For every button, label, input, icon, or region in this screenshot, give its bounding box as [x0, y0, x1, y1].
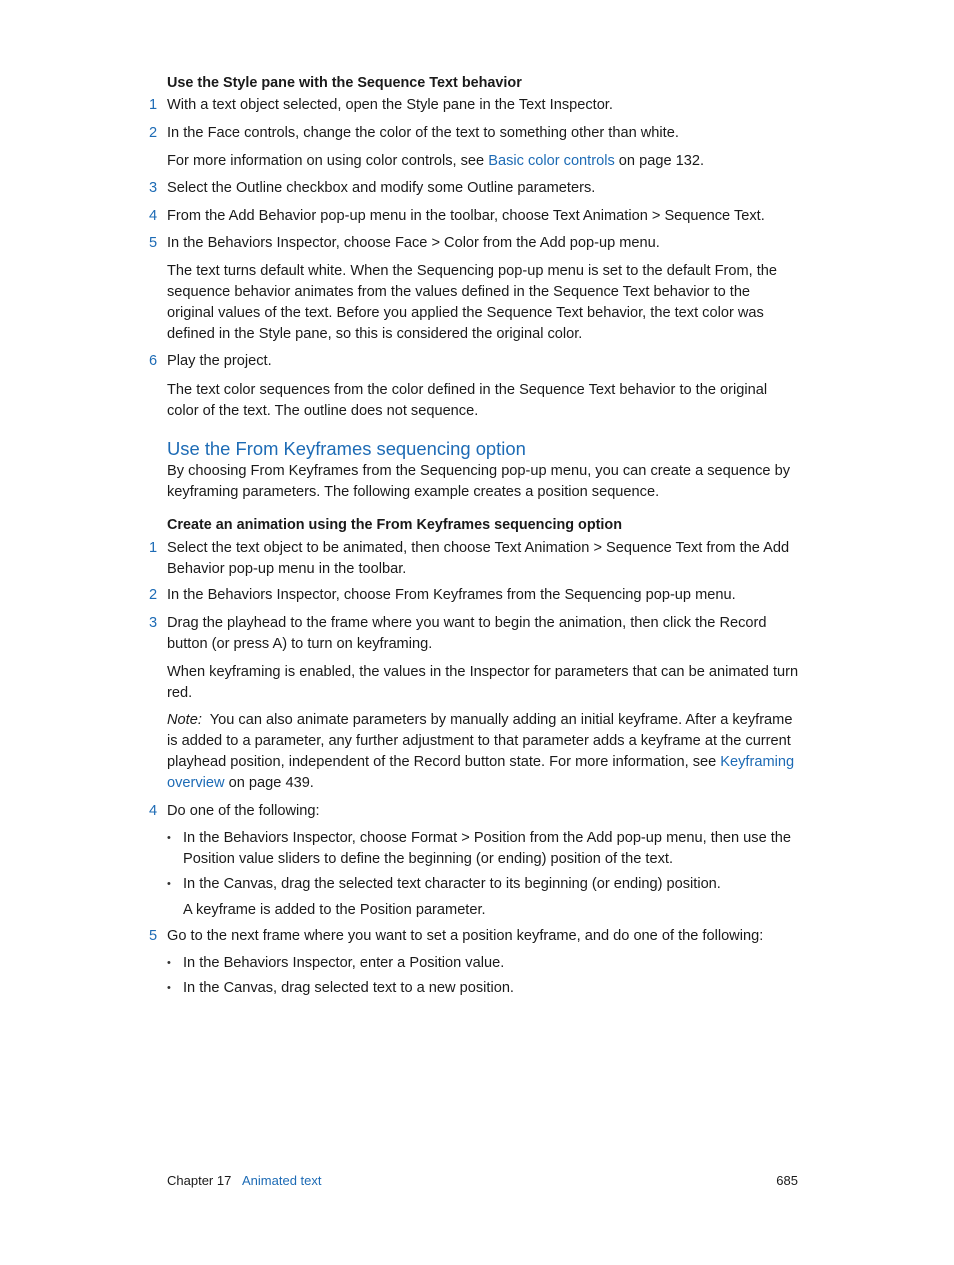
step-number: 3 — [149, 180, 158, 196]
bullet-icon: • — [167, 832, 171, 844]
basic-color-controls-link[interactable]: Basic color controls — [488, 153, 615, 169]
footer-chapter: Chapter 17 — [167, 1173, 232, 1188]
step-text: Go to the next frame where you want to set a position keyframe, and do one of the following: — [167, 928, 764, 944]
page-number: 685 — [776, 1173, 798, 1188]
bullet-item: In the Canvas, drag selected text to a new position. — [183, 980, 514, 996]
note-text: You can also animate parameters by manually adding an initial keyframe. After a keyframe is added to a parameter, any further adjustment to that parameter adds a keyframe at the current playhead position, independent of the Record button state. For more information, see — [167, 712, 797, 770]
step-paragraph: The text color sequences from the color defined in the Sequence Text behavior to the original color of the text. The outline does not sequence. — [167, 382, 768, 419]
step-number: 4 — [149, 803, 158, 819]
note-text-after: on page 439. — [224, 775, 314, 791]
keyframing-overview-link[interactable]: Keyframing overview — [167, 754, 795, 791]
step-info-paragraph — [167, 151, 799, 172]
step-number: 2 — [149, 125, 158, 141]
procedure-title: Create an animation using the From Keyframes sequencing option — [167, 517, 622, 533]
step-text: Do one of the following: — [167, 803, 320, 819]
procedure-title: Use the Style pane with the Sequence Text behavior — [167, 75, 522, 91]
step-number: 1 — [149, 540, 158, 556]
footer-chapter-link[interactable]: Animated text — [242, 1173, 322, 1188]
bullet-item: In the Behaviors Inspector, enter a Position value. — [183, 955, 505, 971]
step-number: 3 — [149, 615, 158, 631]
step-number: 4 — [149, 208, 158, 224]
section-intro: By choosing From Keyframes from the Sequencing pop-up menu, you can create a sequence by keyframing parameters. The following example creates a position sequence. — [167, 463, 791, 500]
step-text: Drag the playhead to the frame where you want to begin the animation, then click the Record button (or press A) to turn on keyframing. — [167, 615, 767, 652]
step-number: 5 — [149, 235, 158, 251]
step-number: 1 — [149, 97, 158, 113]
step-text: In the Behaviors Inspector, choose From Keyframes from the Sequencing pop-up menu. — [167, 587, 736, 603]
section-heading: Use the From Keyframes sequencing option — [167, 438, 526, 459]
bullet-item: In the Canvas, drag the selected text character to its beginning (or ending) position. — [183, 876, 721, 892]
note-label: Note: — [167, 712, 202, 728]
step-text: Select the text object to be animated, then choose Text Animation > Sequence Text from the Add Behavior pop-up menu in the toolbar. — [167, 540, 790, 577]
info-text-after: on page 132. — [614, 153, 705, 169]
bullet-icon: • — [167, 878, 171, 890]
step-text: From the Add Behavior pop-up menu in the toolbar, choose Text Animation > Sequence Text. — [167, 208, 765, 224]
bullet-icon: • — [167, 957, 171, 969]
bullet-followup: A keyframe is added to the Position parameter. — [183, 902, 486, 918]
step-text: Select the Outline checkbox and modify some Outline parameters. — [167, 180, 596, 196]
step-paragraph: The text turns default white. When the Sequencing pop-up menu is set to the default From, the sequence behavior animates from the values defined in the Sequence Text behavior to the original values of the text. Before you applied the Sequence Text behavior, the text color was defined in the Style pane, so this is considered the original color. — [167, 263, 778, 342]
step-number: 5 — [149, 928, 158, 944]
step-text: In the Behaviors Inspector, choose Face > Color from the Add pop-up menu. — [167, 235, 660, 251]
info-text: For more information on using color controls, see — [167, 153, 489, 169]
bullet-icon: • — [167, 982, 171, 994]
step-number: 6 — [149, 353, 158, 369]
step-paragraph: When keyframing is enabled, the values in the Inspector for parameters that can be animated turn red. — [167, 664, 799, 701]
step-text: Play the project. — [167, 353, 272, 369]
step-text: In the Face controls, change the color of the text to something other than white. — [167, 125, 679, 141]
note-paragraph — [167, 710, 799, 794]
step-number: 2 — [149, 587, 158, 603]
bullet-item: In the Behaviors Inspector, choose Format > Position from the Add pop-up menu, then use the Position value sliders to define the beginning (or ending) position of the text. — [183, 830, 792, 867]
step-text: With a text object selected, open the Style pane in the Text Inspector. — [167, 97, 613, 113]
